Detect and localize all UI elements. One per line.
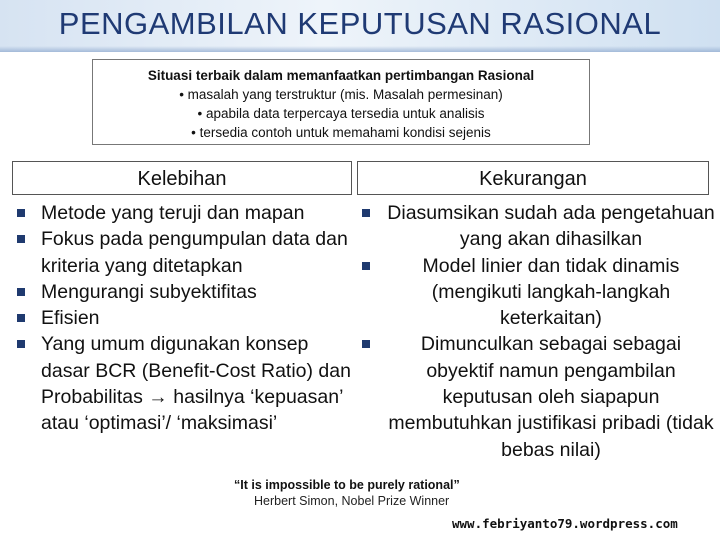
list-item-text: Metode yang teruji dan mapan [41, 202, 305, 224]
kekurangan-header: Kekurangan [357, 161, 709, 195]
list-item-text: Fokus pada pengumpulan data dan kriteria yang ditetapkan [41, 228, 348, 277]
square-bullet-icon [17, 235, 25, 243]
list-item [357, 200, 717, 253]
list-item [12, 200, 357, 226]
square-bullet-icon [17, 288, 25, 296]
square-bullet-icon [362, 340, 370, 348]
list-item [12, 331, 357, 436]
square-bullet-icon [17, 314, 25, 322]
list-item-text: Efisien [41, 307, 100, 330]
list-item [357, 253, 717, 332]
square-bullet-icon [17, 340, 25, 348]
slide-title: PENGAMBILAN KEPUTUSAN RASIONAL [58, 6, 662, 41]
quote: “It is impossible to be purely rational” [234, 478, 460, 492]
intro-box [92, 59, 590, 145]
list-item [357, 331, 717, 462]
list-item [12, 279, 357, 305]
square-bullet-icon [17, 209, 25, 217]
square-bullet-icon [362, 209, 370, 217]
list-item-text: Yang umum digunakan konsep dasar BCR (Benefit-Cost Ratio) dan Probabilitas → hasilnya ‘kepuasan’ atau ‘optimasi’/ ‘maksimasi’ [41, 333, 351, 435]
list-item [12, 226, 357, 279]
quote-attribution: Herbert Simon, Nobel Prize Winner [254, 494, 450, 508]
square-bullet-icon [362, 262, 370, 270]
intro-line: • apabila data terpercaya tersedia untuk analisis [197, 106, 485, 121]
intro-line: • tersedia contoh untuk memahami kondisi sejenis [191, 125, 491, 140]
intro-line: • masalah yang terstruktur (mis. Masalah permesinan) [179, 87, 503, 102]
kelebihan-header: Kelebihan [12, 161, 352, 195]
list-item-text: Model linier dan tidak dinamis (mengikuti langkah-langkah keterkaitan) [422, 254, 680, 330]
list-item-text: Dimunculkan sebagai sebagai obyektif namun pengambilan keputusan oleh siapapun membutuhkan justifikasi pribadi (tidak bebas nilai) [388, 333, 714, 461]
kelebihan-list [12, 200, 357, 437]
intro-heading: Situasi terbaik dalam memanfaatkan pertimbangan Rasional [147, 68, 535, 83]
website-url: www.febriyanto79.wordpress.com [452, 516, 678, 531]
kekurangan-list [357, 200, 717, 463]
list-item [12, 305, 357, 331]
list-item-text: Mengurangi subyektifitas [41, 280, 257, 303]
list-item-text: Diasumsikan sudah ada pengetahuan yang akan dihasilkan [387, 202, 715, 251]
